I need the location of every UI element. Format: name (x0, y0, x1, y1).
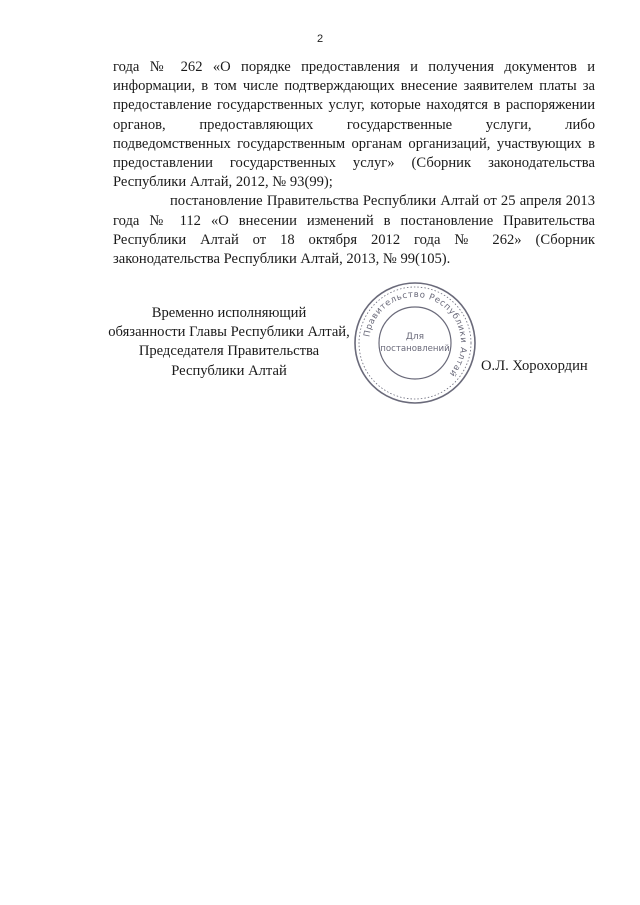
signatory-title-line: Председателя Правительства (138, 343, 320, 360)
seal-inner-ring (379, 307, 451, 379)
seal-outer-text: Правительство Республики Алтай (362, 289, 469, 379)
seal-graphic (350, 278, 480, 408)
paragraph-continuation: года № 262 «О порядке предоставления и получения документов и информации, в том числе подтверждающих внесение заявителем платы за предоставление государственных услуг, которые находятся в распоряжении органов, предоставляющих государственные услуги, либо подведомственных государственным органам организаций, участвующих в предоставлении государственных услуг» (Сборник законодательства Республики Алтай, 2012, № 93(99); (113, 59, 595, 191)
signatory-title-line: Республики Алтай (171, 362, 287, 379)
seal-inner-text: Для (405, 332, 425, 342)
page-number: 2 (316, 33, 324, 45)
seal-dotted-ring (359, 287, 471, 399)
signatory-title (100, 304, 358, 381)
document-body (113, 58, 595, 269)
official-seal-stamp (350, 278, 480, 408)
seal-inner-text: постановлений (380, 344, 450, 354)
signatory-title-line: обязанности Главы Республики Алтай, (108, 324, 350, 341)
seal-outer-ring (355, 283, 475, 403)
paragraph-resolution: постановление Правительства Республики Алтай от 25 апреля 2013 года № 112 «О внесении изменений в постановление Правительства Республики Алтай от 18 октября 2012 года № 262» (Сборник законодательства Республики Алтай, 2013, № 99(105). (113, 193, 595, 268)
signatory-title-line: Временно исполняющий (151, 305, 307, 321)
signatory-name: О.Л. Хорохордин (481, 358, 588, 374)
